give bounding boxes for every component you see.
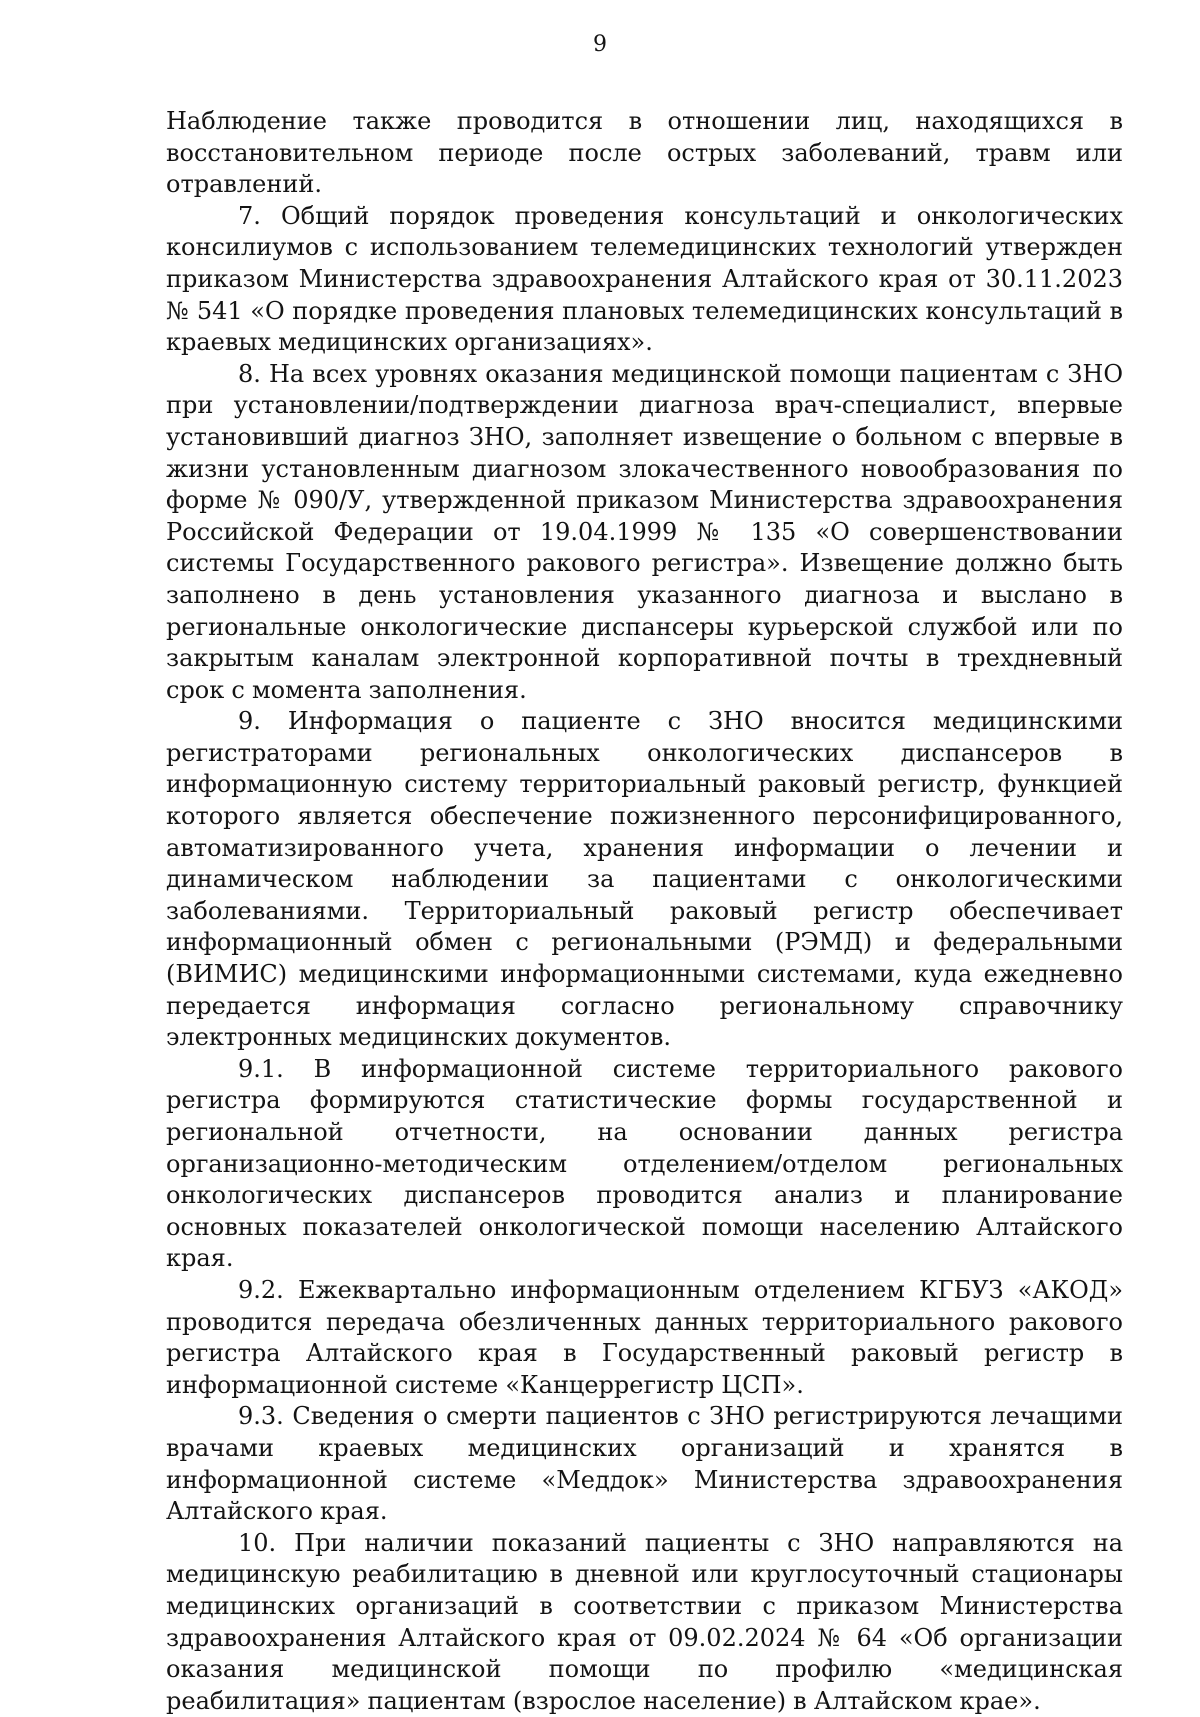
paragraph-9-cancer-registry: 9. Информация о пациенте с ЗНО вносится медицинскими регистраторами региональных онкологических диспансеров в информационную систему территориальный раковый регистр, функцией которого является обеспечение пожизненного персонифицированного, автоматизированного учета, хранения информации о лечении и динамическом наблюдении за пациентами с онкологическими заболеваниями. Территориальный раковый регистр обеспечивает информационный обмен с региональными (РЭМД) и федеральными (ВИМИС) медицинскими информационными системами, куда ежедневно передается информация согласно региональному справочнику электронных медицинских документов. [166, 707, 1123, 1052]
page-number: 9 [593, 32, 607, 57]
paragraph-9-3-death-records: 9.3. Сведения о смерти пациентов с ЗНО регистрируются лечащими врачами краевых медицинских организаций и хранятся в информационной системе «Меддок» Министерства здравоохранения Алтайского края. [166, 1402, 1123, 1526]
document-body [166, 106, 1123, 1717]
paragraph-9-2-quarterly-transfer: 9.2. Ежеквартально информационным отделением КГБУЗ «АКОД» проводится передача обезличенных данных территориального ракового регистра Алтайского края в Государственный раковый регистр в информационной системе «Канцеррегистр ЦСП». [166, 1275, 1123, 1399]
paragraph-10-rehabilitation: 10. При наличии показаний пациенты с ЗНО направляются на медицинскую реабилитацию в дневной или круглосуточный стационары медицинских организаций в соответствии с приказом Министерства здравоохранения Алтайского края от 09.02.2024 № 64 «Об организации оказания медицинской помощи по профилю «медицинская реабилитация» пациентам (взрослое население) в Алтайском крае». [166, 1528, 1123, 1715]
paragraph-observation-continuation: Наблюдение также проводится в отношении лиц, находящихся в восстановительном периоде после острых заболеваний, травм или отравлений. [166, 107, 1123, 199]
paragraph-8-cancer-notification: 8. На всех уровнях оказания медицинской помощи пациентам с ЗНО при установлении/подтверждении диагноза врач-специалист, впервые установивший диагноз ЗНО, заполняет извещение о больном с впервые в жизни установленным диагнозом злокачественного новообразования по форме № 090/У, утвержденной приказом Министерства здравоохранения Российской Федерации от 19.04.1999 № 135 «О совершенствовании системы Государственного ракового регистра». Извещение должно быть заполнено в день установления указанного диагноза и выслано в региональные онкологические диспансеры курьерской службой или по закрытым каналам электронной корпоративной почты в трехдневный срок с момента заполнения. [166, 359, 1123, 704]
paragraph-7-telemedicine-consultations: 7. Общий порядок проведения консультаций и онкологических консилиумов с использованием телемедицинских технологий утвержден приказом Министерства здравоохранения Алтайского края от 30.11.2023 № 541 «О порядке проведения плановых телемедицинских консультаций в краевых медицинских организациях». [166, 201, 1123, 357]
paragraph-9-1-statistical-forms: 9.1. В информационной системе территориального ракового регистра формируются статистические формы государственной и региональной отчетности, на основании данных регистра организационно-методическим отделением/отделом региональных онкологических диспансеров проводится анализ и планирование основных показателей онкологической помощи населению Алтайского края. [166, 1054, 1123, 1273]
